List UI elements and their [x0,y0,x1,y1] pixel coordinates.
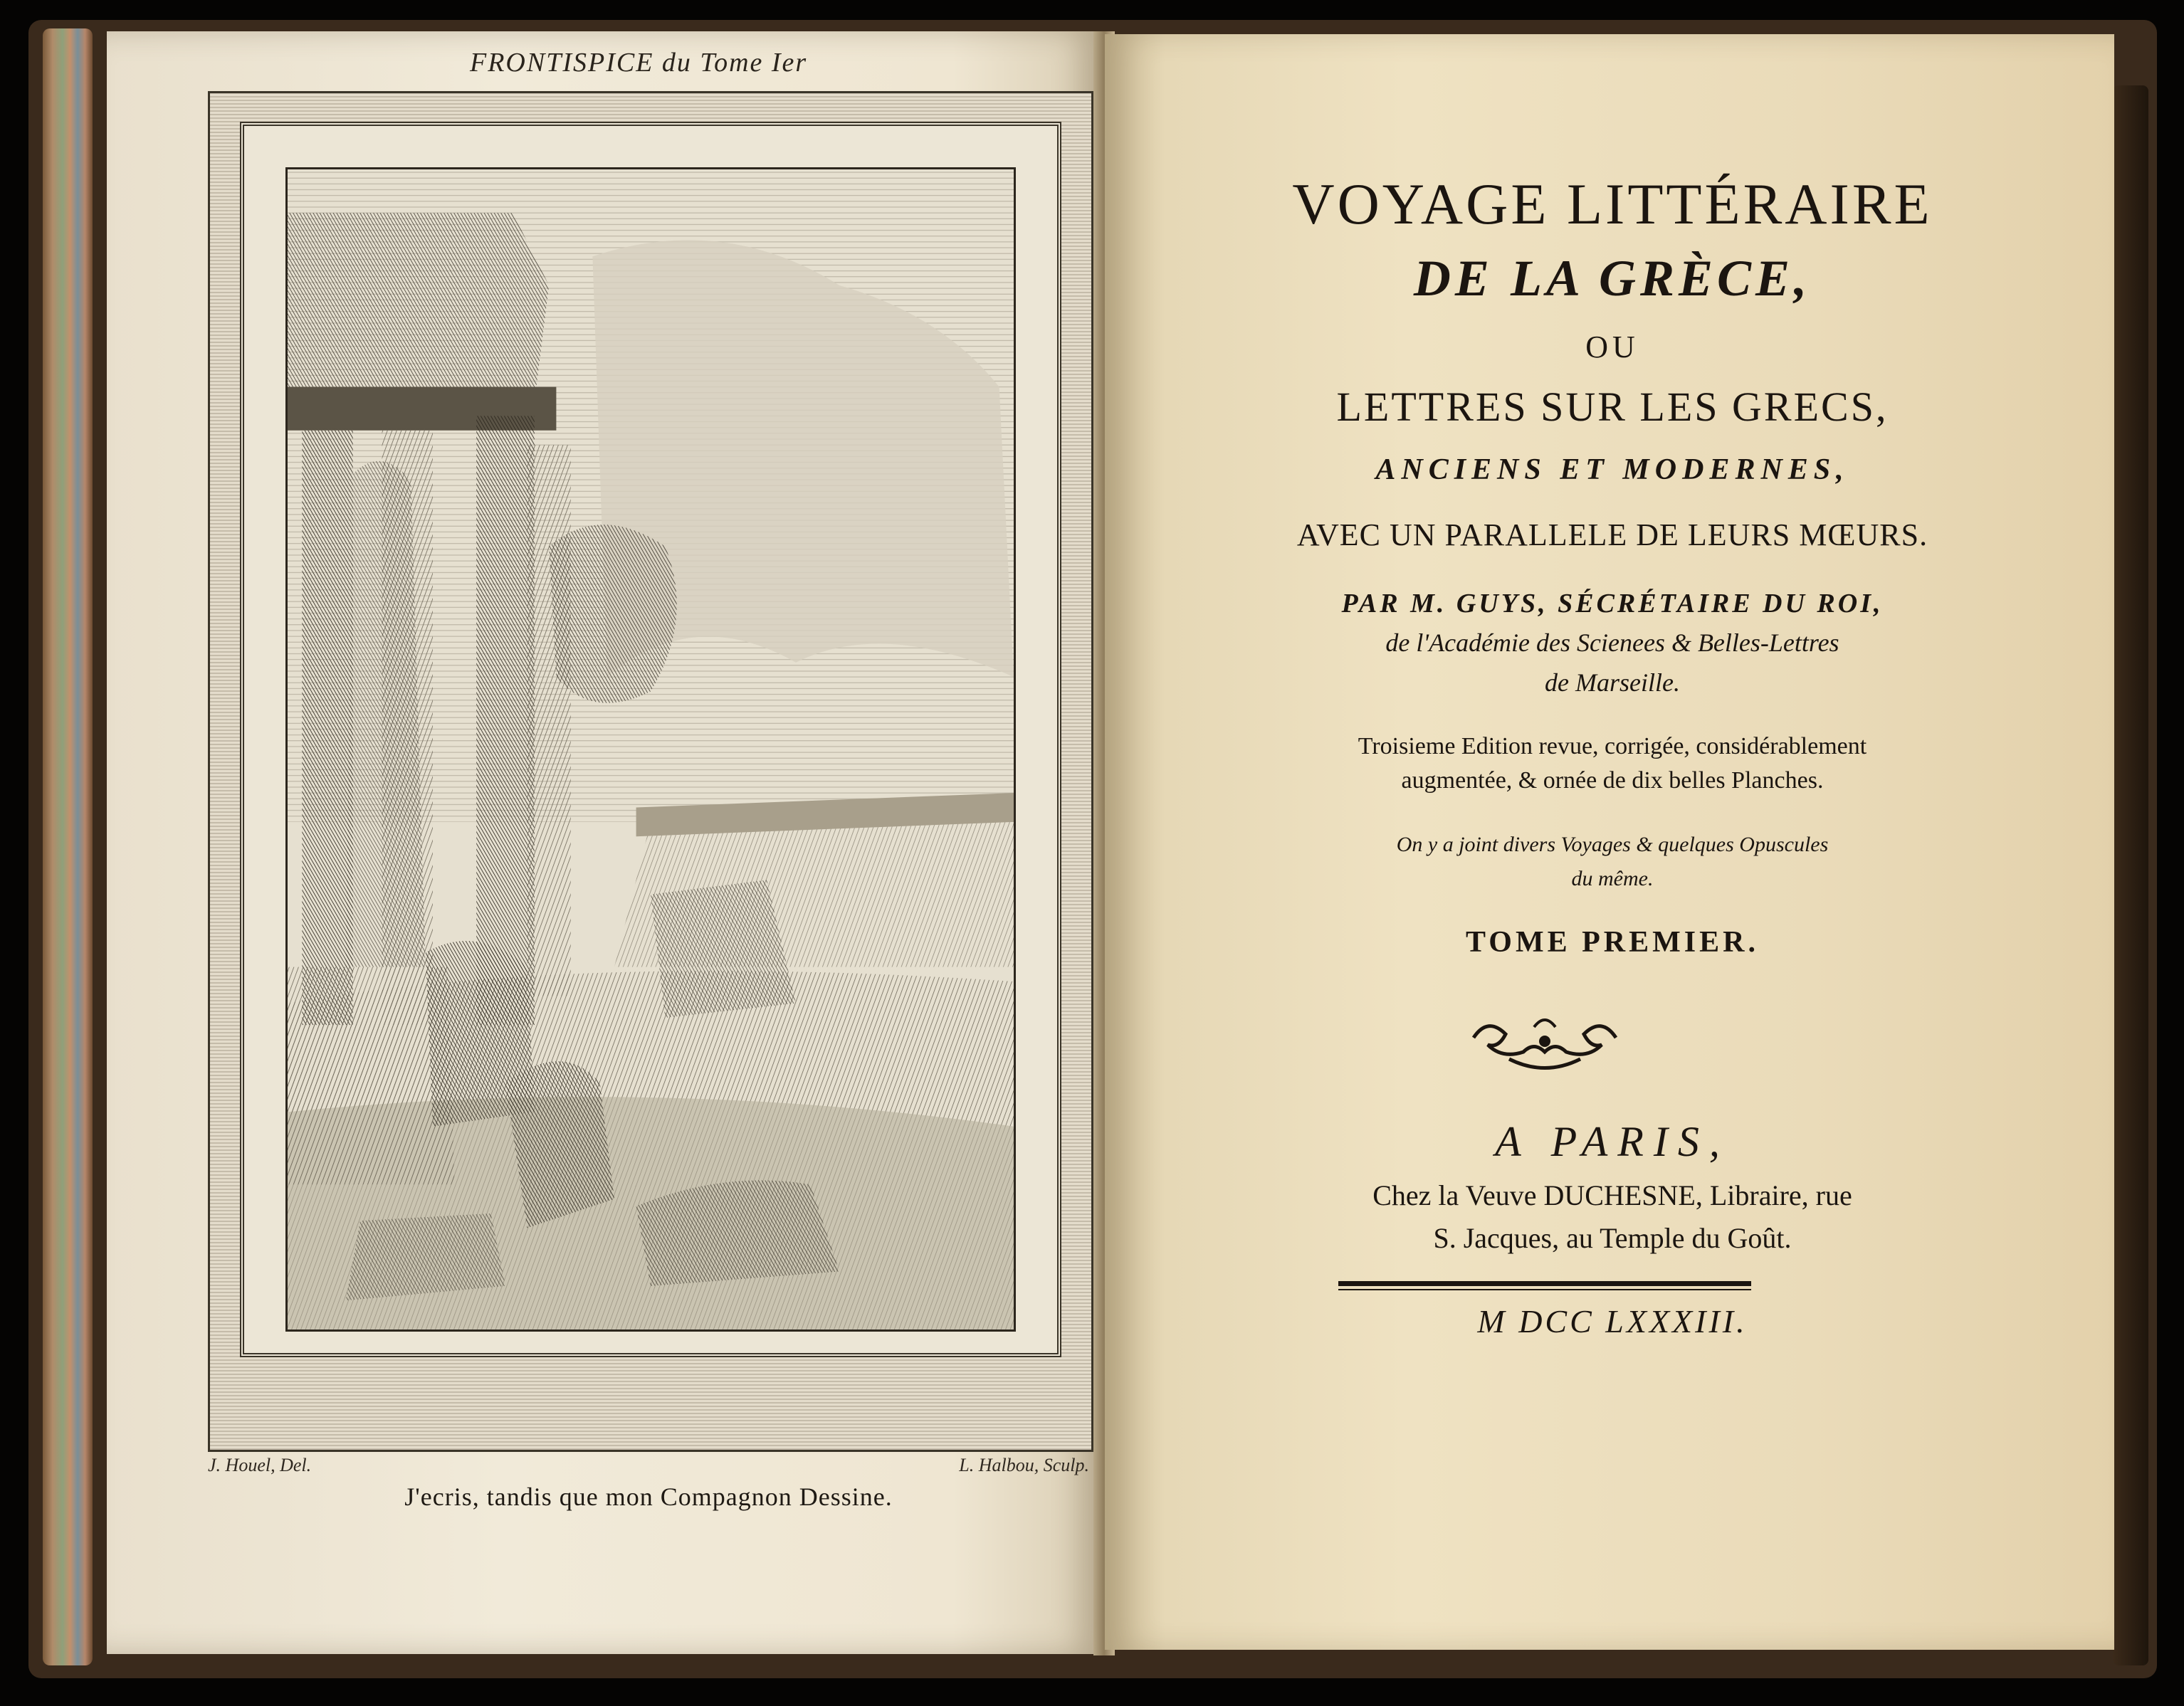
title-line-main: VOYAGE LITTÉRAIRE [1292,172,1933,236]
engraving-plate [208,91,1093,1452]
engraver-credit: L. Halbou, Sculp. [959,1455,1089,1475]
contents-note-line-2: du même. [1571,867,1654,890]
double-rule-divider [1338,1281,1751,1292]
title-line-alt-title: LETTRES SUR LES GRECS, [1336,384,1889,430]
title-line-subject: DE LA GRÈCE, [1413,250,1812,307]
ruins-scene-illustration [288,169,1014,1329]
frontispiece-caption: J'ecris, tandis que mon Compagnon Dessine. [404,1483,893,1511]
volume-label: TOME PREMIER. [1466,926,1759,959]
edition-line-1: Troisieme Edition revue, corrigée, considérablement [1358,733,1867,759]
frontispiece-heading: FRONTISPICE du Tome Ier [470,48,808,78]
imprint-city: A PARIS, [1495,1118,1730,1165]
engraving-frame [240,122,1061,1357]
author-academy-line: de l'Académie des Scienees & Belles-Lettres [1385,628,1839,657]
author-city-line: de Marseille. [1545,668,1680,697]
printer-ornament-icon [1466,1009,1623,1080]
edition-line-2: augmentée, & ornée de dix belles Planches. [1401,767,1824,794]
imprint-publisher-line-1: Chez la Veuve DUCHESNE, Libraire, rue [1372,1179,1852,1211]
contents-note-line-1: On y a joint divers Voyages & quelques Opuscules [1396,833,1829,856]
imprint-year: M DCC LXXXIII. [1477,1303,1748,1339]
title-line-parallele: AVEC UN PARALLELE DE LEURS MŒURS. [1296,517,1928,552]
imprint-publisher-line-2: S. Jacques, au Temple du Goût. [1433,1222,1792,1254]
title-line-anciens: ANCIENS ET MODERNES, [1375,453,1849,486]
marbled-endpaper [43,28,93,1665]
back-cover-edge [2113,85,2148,1665]
title-line-ou: OU [1585,330,1639,364]
draftsman-credit: J. Houel, Del. [208,1455,312,1475]
engraving-illustration [285,167,1016,1332]
author-line: PAR M. GUYS, SÉCRÉTAIRE DU ROI, [1341,589,1884,618]
